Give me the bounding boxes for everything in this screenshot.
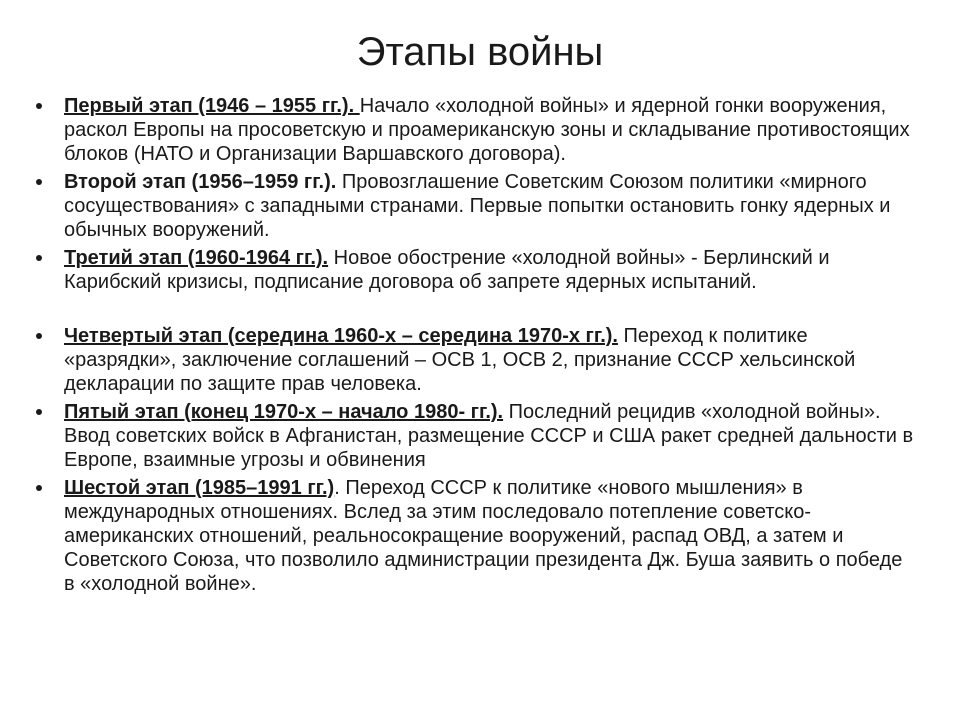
stage-description: Новое обострение «холодной войны» - Берлинский и Карибский кризисы, подписание договора об запрете ядерных испытаний.	[64, 247, 830, 293]
stage-description: Переход к политике «разрядки», заключение соглашений – ОСВ 1, ОСВ 2, признание СССР хельсинской декларации по защите прав человека.	[64, 325, 856, 395]
stages-list	[36, 94, 916, 600]
stage-item-6	[36, 476, 916, 596]
stage-item-4	[36, 324, 916, 396]
bullet-icon	[36, 409, 42, 415]
stage-label: Шестой этап (1985–1991 гг.)	[64, 477, 335, 499]
bullet-icon	[36, 485, 42, 491]
bullet-icon	[36, 333, 42, 339]
stage-description: Провозглашение Советским Союзом политики «мирного сосуществования» с западными странами. Первые попытки остановить гонку ядерных и обычных вооружений.	[64, 171, 891, 241]
stage-description: . Переход СССР к политике «нового мышления» в международных отношениях. Вслед за этим последовало потепление советско-американских отношений, реальносокращение вооружений, распад ОВД, а затем и Советского Союза, что позволило администрации президента Дж. Буша заявить о победе в «холодной войне».	[64, 477, 903, 595]
stage-item-3	[36, 246, 916, 294]
bullet-icon	[36, 103, 42, 109]
stage-label: Пятый этап (конец 1970-х – начало 1980- гг.).	[64, 401, 504, 423]
bullet-icon	[36, 255, 42, 261]
slide-title: Этапы войны	[356, 30, 604, 74]
stage-label: Третий этап (1960-1964 гг.).	[64, 247, 329, 269]
stage-item-2	[36, 170, 916, 242]
stage-label: Четвертый этап (середина 1960-х – середина 1970-х гг.).	[64, 325, 618, 347]
stage-description: Начало «холодной войны» и ядерной гонки вооружения, раскол Европы на просоветскую и проамериканскую зоны и складывание противостоящих блоков (НАТО и Организации Варшавского договора).	[64, 95, 910, 165]
bullet-icon	[36, 179, 42, 185]
stage-description: Последний рецидив «холодной войны». Ввод советских войск в Афганистан, размещение СССР и США ракет средней дальности в Европе, взаимные угрозы и обвинения	[64, 401, 914, 471]
stage-label: Первый этап (1946 – 1955 гг.).	[64, 95, 360, 117]
stage-label: Второй этап (1956–1959 гг.).	[64, 171, 337, 193]
stage-item-1	[36, 94, 916, 166]
stage-item-5	[36, 400, 916, 472]
